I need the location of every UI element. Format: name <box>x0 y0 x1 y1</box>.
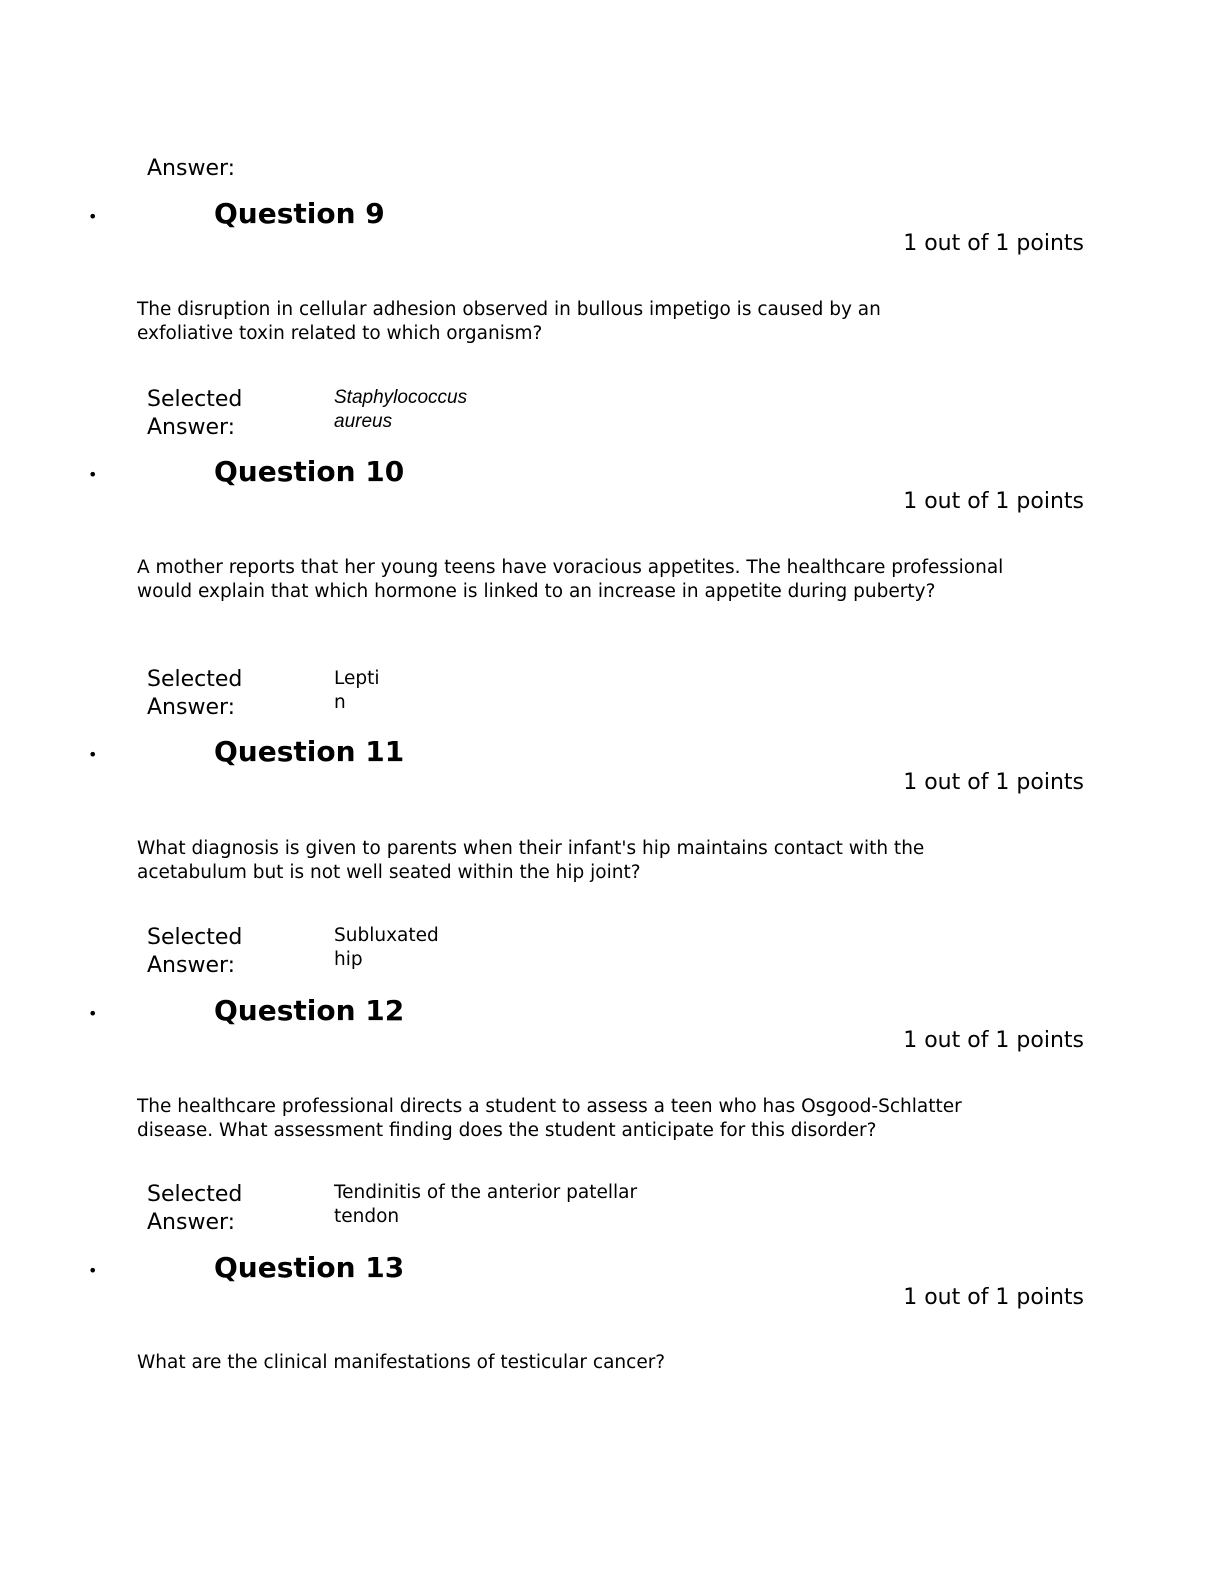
answer-line: aureus <box>334 410 393 432</box>
answer-line: Lepti <box>334 668 380 689</box>
list-bullet: • <box>88 207 98 226</box>
selected-answer-value <box>334 1181 637 1228</box>
list-bullet: • <box>88 465 98 484</box>
answer-line: Staphylococcus <box>334 387 468 408</box>
list-bullet: • <box>88 1261 98 1280</box>
question-points: 1 out of 1 points <box>903 1285 1084 1310</box>
selected-label-line: Answer: <box>147 952 236 978</box>
answer-line: Tendinitis of the anterior patellar <box>334 1182 638 1203</box>
selected-label-line: Selected <box>147 925 243 950</box>
list-bullet: • <box>88 1004 98 1023</box>
question-text: The healthcare professional directs a student to assess a teen who has Osgood-Schlatter disease. What assessment finding does the student anticipate for this disorder? <box>137 1096 962 1141</box>
previous-answer-label: Answer: <box>147 156 236 181</box>
selected-label-line: Answer: <box>147 414 236 440</box>
question-title: Question 12 <box>214 994 405 1027</box>
selected-answer-label <box>147 1181 287 1236</box>
selected-label-line: Selected <box>147 1182 243 1207</box>
question-points: 1 out of 1 points <box>903 770 1084 795</box>
selected-answer-label <box>147 666 287 721</box>
selected-answer-label <box>147 924 287 979</box>
question-text: What diagnosis is given to parents when their infant's hip maintains contact with the acetabulum but is not well seated within the hip joint? <box>137 838 925 883</box>
selected-label-line: Selected <box>147 667 243 692</box>
selected-label-line: Answer: <box>147 1209 236 1235</box>
answer-line: Subluxated <box>334 925 439 946</box>
selected-answer-value <box>334 667 380 714</box>
selected-label-line: Answer: <box>147 694 236 720</box>
question-title: Question 11 <box>214 735 405 768</box>
question-title: Question 13 <box>214 1251 405 1284</box>
question-points: 1 out of 1 points <box>903 1028 1084 1053</box>
selected-answer-label <box>147 386 287 441</box>
selected-answer-value <box>334 386 467 433</box>
question-text: What are the clinical manifestations of testicular cancer? <box>137 1352 666 1373</box>
answer-line: tendon <box>334 1205 400 1227</box>
question-text: A mother reports that her young teens have voracious appetites. The healthcare professional would explain that which hormone is linked to an increase in appetite during puberty? <box>137 557 1004 602</box>
question-points: 1 out of 1 points <box>903 489 1084 514</box>
selected-answer-value <box>334 924 439 971</box>
question-title: Question 10 <box>214 455 405 488</box>
selected-label-line: Selected <box>147 387 243 412</box>
question-points: 1 out of 1 points <box>903 231 1084 256</box>
answer-line: hip <box>334 948 363 970</box>
answer-line: n <box>334 691 346 713</box>
question-title: Question 9 <box>214 197 385 230</box>
list-bullet: • <box>88 745 98 764</box>
question-text: The disruption in cellular adhesion observed in bullous impetigo is caused by an exfoliative toxin related to which organism? <box>137 299 881 344</box>
